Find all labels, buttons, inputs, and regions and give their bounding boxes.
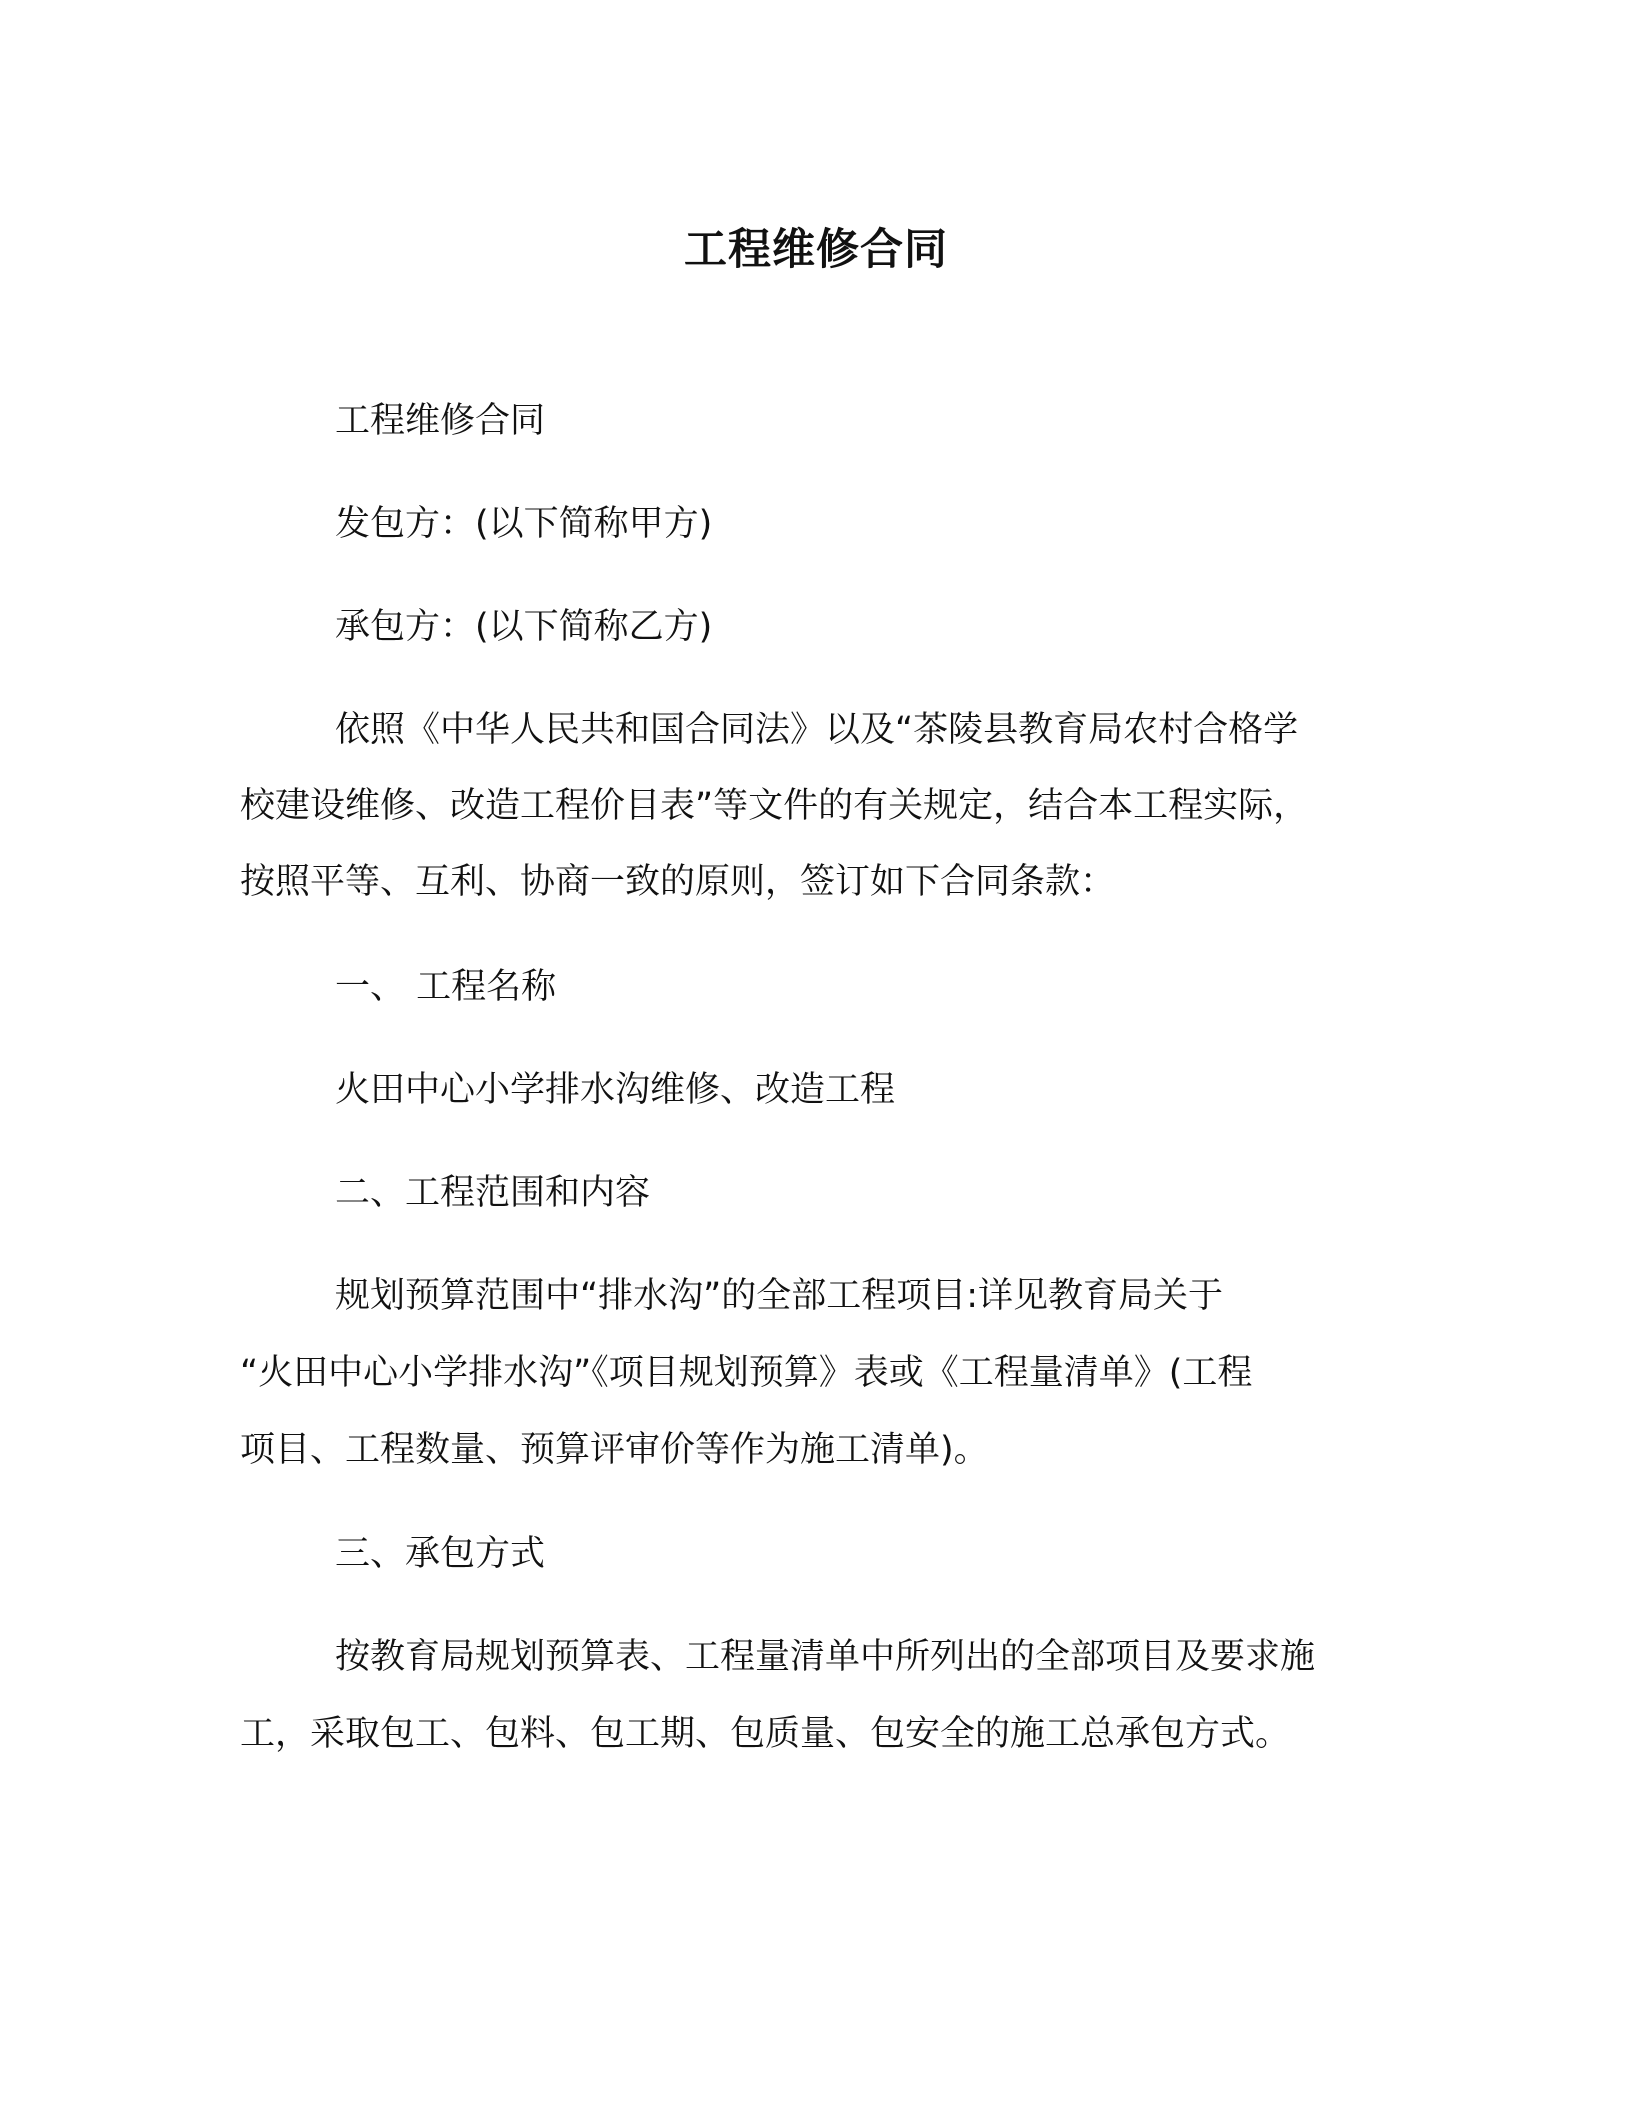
contract-subtitle: 工程维修合同 — [335, 401, 546, 441]
section-2-body-line-1: 规划预算范围中“排水沟”的全部工程项目:详见教育局关于 — [335, 1276, 1224, 1316]
party-a-line: 发包方：(以下简称甲方) — [335, 504, 713, 544]
document-title: 工程维修合同 — [684, 225, 948, 275]
section-1-body: 火田中心小学排水沟维修、改造工程 — [335, 1070, 896, 1110]
section-3-body-line-1: 按教育局规划预算表、工程量清单中所列出的全部项目及要求施 — [335, 1637, 1316, 1677]
section-1-heading: 一、 工程名称 — [335, 967, 557, 1007]
party-b-line: 承包方：(以下简称乙方) — [335, 607, 713, 647]
section-2-body-line-2: “火田中心小学排水沟”《项目规划预算》表或《工程量清单》(工程 — [240, 1353, 1253, 1393]
preamble-line-2: 校建设维修、改造工程价目表”等文件的有关规定，结合本工程实际， — [240, 786, 1309, 826]
section-3-body-line-2: 工，采取包工、包料、包工期、包质量、包安全的施工总承包方式。 — [240, 1714, 1291, 1754]
section-2-heading: 二、工程范围和内容 — [335, 1173, 651, 1213]
preamble-line-3: 按照平等、互利、协商一致的原则，签订如下合同条款： — [240, 862, 1116, 902]
section-3-heading: 三、承包方式 — [335, 1534, 546, 1574]
section-2-body-line-3: 项目、工程数量、预算评审价等作为施工清单)。 — [240, 1430, 989, 1470]
preamble-line-1: 依照《中华人民共和国合同法》以及“茶陵县教育局农村合格学 — [335, 710, 1299, 750]
